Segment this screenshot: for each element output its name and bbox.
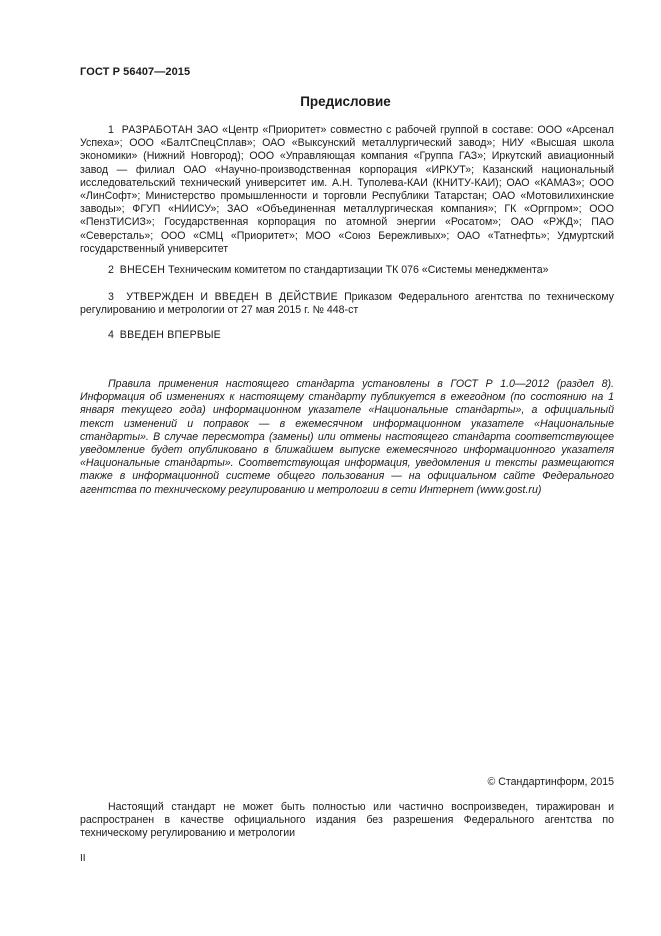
copyright-notice: © Стандартинформ, 2015 [487,776,614,788]
preface-item-1 [80,124,614,256]
rights-statement: Настоящий стандарт не может быть полностью или частично воспроизведен, тиражирован и распространен в качестве официального издания без разрешения Федерального агентства по техническому регулированию и метрологии [80,801,614,840]
item-number: 1 [108,124,114,136]
page-number: II [80,853,86,864]
item-text: Техническим комитетом по стандартизации ТК 076 «Системы менеджмента» [168,264,549,276]
item-number: 2 [108,264,114,276]
item-number: 3 [108,291,114,303]
standard-code: ГОСТ Р 56407—2015 [80,66,191,78]
preface-item-3 [80,291,614,317]
item-heading: ВНЕСЕН [119,264,166,276]
application-notice: Правила применения настоящего стандарта установлены в ГОСТ Р 1.0—2012 (раздел 8). Информация об изменениях к настоящему стандарту публикуется в ежегодном (по состоянию на 1 января текущего года) информационном указателе «Национальные стандарты», а официальный текст изменений и поправок — в ежемесячном информационном указателе «Национальные стандарты». В случае пересмотра (замены) или отмены настоящего стандарта соответствующее уведомление будет опубликовано в ближайшем выпуске ежемесячного информационного указателя «Национальные стандарты». Соответствующая информация, уведомления и тексты размещаются также в информационной системе общего пользования — на официальном сайте Федерального агентства по техническому регулированию и метрологии в сети Интернет (www.gost.ru) [80,378,614,496]
preface-title: Предисловие [300,94,391,109]
item-text: Приказом Федерального агентства по техническому регулированию и метрологии от 27 мая 2015 г. № 448-ст [80,291,614,317]
item-heading: ВВЕДЕН ВПЕРВЫЕ [119,329,221,341]
item-number: 4 [108,329,114,341]
preface-item-4 [80,329,614,342]
preface-item-2 [80,264,614,277]
item-heading: УТВЕРЖДЕН И ВВЕДЕН В ДЕЙСТВИЕ [126,291,338,303]
item-text: ЗАО «Центр «Приоритет» совместно с рабочей группой в составе: ООО «Арсенал Успеха»; ООО «БалтСпецСплав»; ОАО «Выксунский металлургический завод»; НИУ «Высшая школа экономики» (Нижний Новгород); ООО «Управляющая компания «Группа ГАЗ»; Иркутский авиационный завод — филиал ОАО «Научно-производственная корпорация «ИРКУТ»; Казанский национальный исследовательский технический университет им. А.Н. Туполева-КАИ (КНИТУ-КАИ); ОАО «КАМАЗ»; ООО «ЛинСофт»; Министерство промышленности и торговли Республики Татарстан; ОАО «Мотовилихинские заводы»; ФГУП «НИИСУ»; ЗАО «Объединенная металлургическая компания»; ГК «Оргпром»; ООО «ПензТИСИЗ»; Государственная корпорация по атомной энергии «Росатом»; ОАО «РЖД»; ПАО «Северсталь»; ООО «СМЦ «Приоритет»; МОО «Союз Бережливых»; ОАО «Татнефть»; Удмуртский государственный университет [80,124,614,255]
item-heading: РАЗРАБОТАН [121,124,193,136]
